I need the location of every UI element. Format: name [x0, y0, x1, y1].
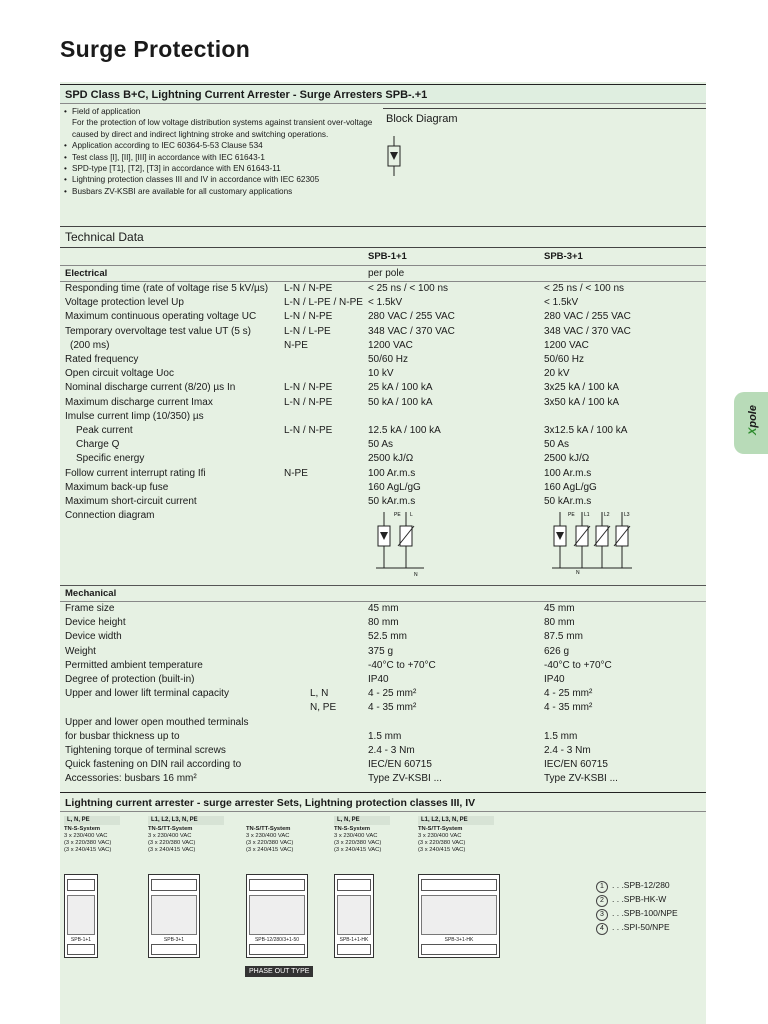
- electrical-value-spb-1-1: 160 AgL/gG: [368, 481, 421, 493]
- electrical-condition: L-N / N-PE: [284, 311, 333, 323]
- set-voltage-line: (3 x 220/380 VAC): [148, 840, 196, 846]
- intro-bullets: [64, 106, 382, 197]
- set-device-label: SPB-3+1: [163, 937, 185, 943]
- electrical-value-spb-3-1: 3x50 kA / 100 kA: [544, 396, 620, 408]
- set-voltage-line: 3 x 230/400 VAC: [64, 833, 108, 839]
- electrical-label: Rated frequency: [65, 354, 139, 365]
- set-system-name: TN-S/TT-System: [148, 826, 193, 832]
- electrical-label: Connection diagram: [65, 510, 155, 522]
- mechanical-value-spb-3-1: -40°C to +70°C: [544, 659, 612, 671]
- electrical-value-spb-1-1: 100 Ar.m.s: [368, 467, 416, 479]
- mechanical-value-spb-3-1: 4 - 35 mm²: [544, 702, 593, 714]
- xpole-tab-label: Xpole: [746, 405, 759, 435]
- electrical-value-spb-3-1: 100 Ar.m.s: [544, 467, 592, 479]
- mechanical-value-spb-1-1: 45 mm: [368, 603, 399, 614]
- set-voltage-line: 3 x 230/400 VAC: [418, 833, 462, 839]
- legend-text: . . .SPB-HK-W: [612, 894, 667, 904]
- field-text: For the protection of low voltage distribution systems against transient over-voltage caused by direct and indirect lightning stroke and switching operations.: [72, 118, 373, 139]
- electrical-value-spb-3-1: 280 VAC / 255 VAC: [544, 311, 631, 323]
- electrical-row: [60, 481, 706, 495]
- electrical-row: [60, 325, 706, 339]
- phase-out-badge: PHASE OUT TYPE: [245, 966, 313, 977]
- mechanical-value-spb-1-1: IEC/EN 60715: [368, 759, 432, 771]
- legend-item: [596, 906, 678, 921]
- electrical-value-spb-3-1: 3x12.5 kA / 100 kA: [544, 425, 628, 436]
- mechanical-row: [60, 744, 706, 758]
- electrical-row: [60, 339, 706, 353]
- mechanical-value-spb-1-1: IP40: [368, 674, 389, 685]
- svg-text:PE: PE: [394, 512, 401, 518]
- column-header-row: [60, 250, 706, 264]
- connection-diagram-spb-1-1-icon: [370, 506, 430, 576]
- set-system-info: [148, 826, 195, 854]
- bullet-application: • Application according to IEC 60364-5-53 Clause 534: [64, 140, 382, 151]
- mechanical-value-spb-3-1: 45 mm: [544, 603, 575, 614]
- mechanical-value-spb-1-1: 4 - 25 mm²: [368, 688, 417, 700]
- svg-text:PE: PE: [568, 512, 575, 518]
- mechanical-row: [60, 687, 706, 701]
- mechanical-condition: L, N: [310, 688, 329, 700]
- electrical-row: [60, 381, 706, 395]
- set-system-name: TN-S/TT-System: [418, 826, 463, 832]
- electrical-value-spb-1-1: 2500 kJ/Ω: [368, 453, 414, 465]
- legend-item: [596, 878, 670, 893]
- set-device-illustration: [418, 874, 500, 958]
- mechanical-row: [60, 659, 706, 673]
- mechanical-label: Degree of protection (built-in): [65, 674, 195, 685]
- mechanical-label: Accessories: busbars 16 mm²: [65, 773, 197, 785]
- electrical-condition: N-PE: [284, 467, 308, 479]
- set-label: L, N, PE: [334, 816, 390, 825]
- mechanical-condition: N, PE: [310, 702, 337, 714]
- mechanical-row: [60, 616, 706, 630]
- legend-number: 1: [596, 881, 608, 893]
- mechanical-row: [60, 758, 706, 772]
- technical-data-title: Technical Data: [60, 226, 706, 248]
- mechanical-row: [60, 730, 706, 744]
- mechanical-header: Mechanical: [65, 588, 117, 599]
- electrical-label: Maximum discharge current Imax: [65, 396, 213, 408]
- legend-text: . . .SPB-12/280: [612, 880, 670, 890]
- mechanical-label: Tightening torque of terminal screws: [65, 745, 226, 756]
- mechanical-row: [60, 630, 706, 644]
- set-voltage-line: 3 x 230/400 VAC: [334, 833, 378, 839]
- mechanical-value-spb-3-1: 80 mm: [544, 617, 575, 629]
- set-device-illustration: [334, 874, 374, 958]
- electrical-row: [60, 310, 706, 324]
- mechanical-label: Device height: [65, 617, 126, 629]
- mechanical-label: Quick fastening on DIN rail according to: [65, 759, 242, 771]
- electrical-value-spb-3-1: 2500 kJ/Ω: [544, 453, 590, 465]
- legend-number: 3: [596, 909, 608, 921]
- electrical-label: Peak current: [76, 425, 133, 436]
- electrical-value-spb-3-1: 50 kAr.m.s: [544, 496, 592, 507]
- electrical-condition: L-N / N-PE: [284, 425, 333, 436]
- mechanical-value-spb-1-1: 4 - 35 mm²: [368, 702, 417, 714]
- bullet-busbars: • Busbars ZV-KSBI are available for all customary applications: [64, 186, 382, 197]
- electrical-value-spb-1-1: 50 kA / 100 kA: [368, 396, 433, 408]
- electrical-label: Voltage protection level Up: [65, 297, 184, 309]
- mechanical-value-spb-3-1: IEC/EN 60715: [544, 759, 608, 771]
- bullet-spd-type: • SPD-type [T1], [T2], [T3] in accordance with EN 61643-11: [64, 163, 382, 174]
- electrical-value-spb-1-1: 348 VAC / 370 VAC: [368, 325, 455, 337]
- svg-text:L2: L2: [604, 512, 610, 518]
- electrical-label: Open circuit voltage Uoc: [65, 368, 174, 380]
- set-device-label: SPB-12/280/3+1-50: [254, 937, 300, 943]
- mechanical-label: for busbar thickness up to: [65, 730, 180, 742]
- mechanical-value-spb-1-1: 2.4 - 3 Nm: [368, 745, 415, 756]
- electrical-label: Follow current interrupt rating Ifi: [65, 467, 206, 479]
- electrical-value-spb-1-1: 50/60 Hz: [368, 354, 409, 365]
- mechanical-value-spb-1-1: 1.5 mm: [368, 730, 402, 742]
- column-header-spb-1-1: SPB-1+1: [368, 251, 407, 262]
- electrical-row: [60, 410, 706, 424]
- legend-item: [596, 920, 670, 935]
- set-voltage-line: (3 x 220/380 VAC): [246, 840, 294, 846]
- mechanical-value-spb-1-1: Type ZV-KSBI ...: [368, 773, 442, 785]
- electrical-row: [60, 452, 706, 466]
- svg-text:N: N: [576, 570, 580, 576]
- set-device-label: SPB-1+1: [70, 937, 92, 943]
- legend-number: 2: [596, 895, 608, 907]
- set-system-info: [246, 826, 293, 854]
- legend-item: [596, 892, 666, 907]
- set-voltage-line: (3 x 220/380 VAC): [418, 840, 466, 846]
- mechanical-label: Frame size: [65, 603, 115, 614]
- electrical-value-spb-3-1: 50 As: [544, 439, 570, 451]
- electrical-row: [60, 396, 706, 410]
- set-voltage-line: 3 x 230/400 VAC: [148, 833, 192, 839]
- mechanical-value-spb-3-1: 1.5 mm: [544, 730, 578, 742]
- mechanical-value-spb-1-1: 375 g: [368, 645, 394, 657]
- mechanical-row: [60, 602, 706, 616]
- mechanical-value-spb-1-1: 52.5 mm: [368, 631, 407, 643]
- electrical-label: Temporary overvoltage test value UT (5 s): [65, 325, 252, 337]
- set-voltage-line: (3 x 240/415 VAC): [64, 847, 112, 853]
- mechanical-value-spb-1-1: 80 mm: [368, 617, 399, 629]
- set-system-info: [64, 826, 111, 854]
- electrical-label: Maximum continuous operating voltage UC: [65, 311, 257, 323]
- electrical-label: (200 ms): [70, 339, 110, 351]
- electrical-row: [60, 296, 706, 310]
- set-system-name: TN-S-System: [334, 826, 371, 832]
- electrical-condition: L-N / N-PE: [284, 283, 333, 294]
- electrical-header-row: [60, 267, 706, 281]
- electrical-label: Maximum back-up fuse: [65, 481, 169, 493]
- electrical-label: Maximum short-circuit current: [65, 496, 197, 507]
- set-voltage-line: (3 x 240/415 VAC): [334, 847, 382, 853]
- block-diagram-title: Block Diagram: [383, 108, 706, 125]
- set-voltage-line: (3 x 220/380 VAC): [64, 840, 112, 846]
- content-panel: [60, 82, 706, 1024]
- mechanical-value-spb-1-1: -40°C to +70°C: [368, 659, 436, 671]
- electrical-label: Responding time (rate of voltage rise 5 kV/µs): [65, 283, 269, 294]
- electrical-value-spb-3-1: 20 kV: [544, 368, 570, 380]
- set-device-label: SPB-1+1-HK: [339, 937, 369, 943]
- set-label: L, N, PE: [64, 816, 120, 825]
- mechanical-row: [60, 673, 706, 687]
- mechanical-row: [60, 772, 706, 786]
- electrical-value-spb-1-1: 50 kAr.m.s: [368, 496, 416, 507]
- set-label: L1, L2, L3, N, PE: [148, 816, 224, 825]
- mechanical-value-spb-3-1: 626 g: [544, 645, 570, 657]
- set-device-illustration: [148, 874, 200, 958]
- sets-title: Lightning current arrester - surge arrester Sets, Lightning protection classes III, IV: [60, 792, 706, 812]
- svg-text:L3: L3: [624, 512, 630, 518]
- legend-text: . . .SPB-100/NPE: [612, 908, 678, 918]
- electrical-label: Specific energy: [76, 453, 145, 465]
- electrical-condition: L-N / L-PE / N-PE: [284, 297, 363, 309]
- set-system-name: TN-S-System: [64, 826, 101, 832]
- electrical-value-spb-3-1: 50/60 Hz: [544, 354, 585, 365]
- electrical-value-spb-3-1: 1200 VAC: [544, 339, 589, 351]
- mechanical-label: Upper and lower open mouthed terminals: [65, 716, 249, 728]
- set-device-label: SPB-3+1-HK: [444, 937, 474, 943]
- mechanical-header-row: [60, 587, 706, 601]
- electrical-value-spb-1-1: 25 kA / 100 kA: [368, 382, 433, 394]
- mechanical-label: Upper and lower lift terminal capacity: [65, 688, 229, 700]
- electrical-value-spb-1-1: 280 VAC / 255 VAC: [368, 311, 455, 323]
- svg-text:L: L: [410, 512, 413, 518]
- set-system-info: [334, 826, 381, 854]
- electrical-value-spb-3-1: < 25 ns / < 100 ns: [544, 283, 625, 294]
- electrical-row: [60, 367, 706, 381]
- bullet-protection-classes: • Lightning protection classes III and IV in accordance with IEC 62305: [64, 174, 382, 185]
- set-system-info: [418, 826, 465, 854]
- electrical-value-spb-3-1: 3x25 kA / 100 kA: [544, 382, 620, 394]
- mechanical-value-spb-3-1: Type ZV-KSBI ...: [544, 773, 618, 785]
- electrical-label: Charge Q: [76, 439, 120, 451]
- mechanical-label: Weight: [65, 645, 96, 657]
- electrical-row: [60, 282, 706, 296]
- legend-text: . . .SPI-50/NPE: [612, 922, 670, 932]
- mechanical-value-spb-3-1: 87.5 mm: [544, 631, 583, 643]
- set-voltage-line: (3 x 240/415 VAC): [148, 847, 196, 853]
- electrical-row: [60, 438, 706, 452]
- set-voltage-line: (3 x 240/415 VAC): [418, 847, 466, 853]
- electrical-value-spb-1-1: < 25 ns / < 100 ns: [368, 283, 449, 294]
- mechanical-label: Device width: [65, 631, 122, 643]
- mechanical-row: [60, 701, 706, 715]
- svg-text:L1: L1: [584, 512, 590, 518]
- set-system-name: TN-S/TT-System: [246, 826, 291, 832]
- electrical-value-spb-3-1: 160 AgL/gG: [544, 481, 597, 493]
- electrical-value-spb-3-1: 348 VAC / 370 VAC: [544, 325, 631, 337]
- set-voltage-line: (3 x 220/380 VAC): [334, 840, 382, 846]
- section-title: SPD Class B+C, Lightning Current Arrester - Surge Arresters SPB-.+1: [60, 84, 706, 104]
- bullet-test-class: • Test class [I], [II], [III] in accordance with IEC 61643-1: [64, 152, 382, 163]
- mechanical-value-spb-3-1: 2.4 - 3 Nm: [544, 745, 591, 756]
- electrical-label: Nominal discharge current (8/20) µs In: [65, 382, 236, 394]
- svg-text:N: N: [414, 572, 418, 576]
- electrical-value-spb-1-1: 12.5 kA / 100 kA: [368, 425, 441, 436]
- electrical-row: [60, 353, 706, 367]
- set-voltage-line: 3 x 230/400 VAC: [246, 833, 290, 839]
- electrical-value-spb-1-1: 10 kV: [368, 368, 394, 380]
- page-title: Surge Protection: [60, 36, 251, 62]
- mechanical-label: Permitted ambient temperature: [65, 659, 203, 671]
- block-diagram-symbol-icon: [386, 136, 402, 176]
- mechanical-value-spb-3-1: IP40: [544, 674, 565, 685]
- set-voltage-line: (3 x 240/415 VAC): [246, 847, 294, 853]
- electrical-row: [60, 424, 706, 438]
- column-header-spb-3-1: SPB-3+1: [544, 251, 583, 262]
- electrical-condition: N-PE: [284, 339, 308, 351]
- electrical-value-spb-1-1: 1200 VAC: [368, 339, 413, 351]
- mechanical-value-spb-3-1: 4 - 25 mm²: [544, 688, 593, 700]
- electrical-condition: L-N / L-PE: [284, 325, 331, 337]
- xpole-tab[interactable]: [734, 392, 768, 454]
- connection-diagram-spb-3-1-icon: [546, 506, 636, 576]
- electrical-row: [60, 467, 706, 481]
- electrical-value-spb-3-1: < 1.5kV: [544, 297, 579, 309]
- per-pole-label: per pole: [368, 268, 405, 279]
- electrical-header: Electrical: [65, 268, 108, 279]
- electrical-label: Imulse current Iimp (10/350) µs: [65, 410, 204, 422]
- electrical-condition: L-N / N-PE: [284, 396, 333, 408]
- set-device-illustration: [246, 874, 308, 958]
- electrical-condition: L-N / N-PE: [284, 382, 333, 394]
- electrical-value-spb-1-1: < 1.5kV: [368, 297, 403, 309]
- electrical-value-spb-1-1: 50 As: [368, 439, 394, 451]
- legend-number: 4: [596, 923, 608, 935]
- set-device-illustration: [64, 874, 98, 958]
- mechanical-row: [60, 716, 706, 730]
- mechanical-row: [60, 645, 706, 659]
- set-label: L1, L2, L3, N, PE: [418, 816, 494, 825]
- bullet-field: • Field of application: [64, 106, 382, 117]
